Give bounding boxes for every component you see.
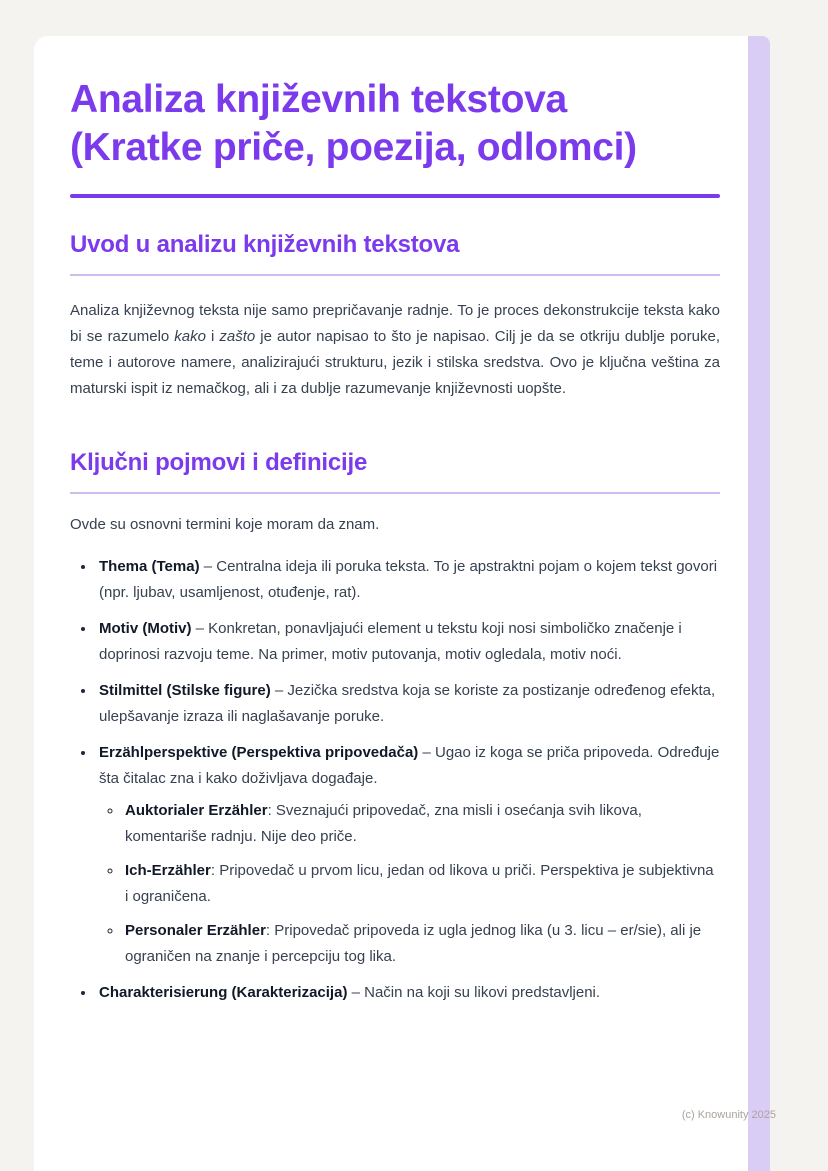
section-heading-pojmovi: Ključni pojmovi i definicije <box>70 448 720 494</box>
term-label: Erzählperspektive (Perspektiva pripovedača) <box>99 744 419 761</box>
perspective-sublist <box>99 798 720 970</box>
sub-item-personaler <box>123 918 720 970</box>
term-definition: – Konkretan, ponavljajući element u tekstu koji nosi simboličko značenje i doprinosi razvoju teme. Na primer, motiv putovanja, motiv ogledala, motiv noći. <box>99 620 682 663</box>
sub-item-ich-erzaehler <box>123 858 720 910</box>
term-label: Ich-Erzähler <box>125 862 211 879</box>
term-definition: : Pripovedač pripoveda iz ugla jednog lika (u 3. licu – er/sie), ali je ograničen na znanje i percepciju tog lika. <box>125 922 702 965</box>
document-card <box>34 36 748 1171</box>
section-pojmovi <box>70 448 720 1006</box>
term-label: Charakterisierung (Karakterizacija) <box>99 984 348 1001</box>
list-lead-paragraph: Ovde su osnovni termini koje moram da znam. <box>70 516 380 533</box>
bullet-item-thema <box>96 554 720 606</box>
section-uvod <box>70 230 720 402</box>
term-label: Stilmittel (Stilske figure) <box>99 682 271 699</box>
term-definition: – Način na koji su likovi predstavljeni. <box>347 984 601 1001</box>
paragraph-text: Analiza književnog teksta nije samo prepričavanje radnje. To je proces dekonstrukcije teksta kako bi se razumelo <box>70 302 720 345</box>
bullet-item-stilmittel <box>96 678 720 730</box>
term-label: Auktorialer Erzähler <box>125 802 268 819</box>
paragraph-text: je autor napisao to što je napisao. Cilj je da se otkriju dublje poruke, teme i autorove namere, analizirajući strukturu, jezik i stilska sredstva. Ovo je ključna veština za maturski ispit iz nemačkog, ali i za dublje razumevanje književnosti uopšte. <box>70 328 720 397</box>
italic-word-kako: kako <box>174 328 206 345</box>
terms-list <box>70 554 720 1006</box>
paragraph-text: i <box>205 328 220 345</box>
intro-paragraph <box>70 298 720 402</box>
term-label: Motiv (Motiv) <box>99 620 192 637</box>
term-label: Personaler Erzähler <box>125 922 266 939</box>
term-label: Thema (Tema) <box>99 558 200 575</box>
bullet-item-erzaehlperspektive <box>96 740 720 970</box>
section-heading-uvod: Uvod u analizu književnih tekstova <box>70 230 720 276</box>
term-definition: : Sveznajući pripovedač, zna misli i osećanja svih likova, komentariše radnju. Nije deo priče. <box>125 802 642 845</box>
bullet-item-motiv <box>96 616 720 668</box>
document-content <box>34 36 748 1006</box>
term-definition: – Ugao iz koga se priča pripoveda. Određuje šta čitalac zna i kako doživljava događaje. <box>99 744 720 787</box>
sub-item-auktorialer <box>123 798 720 850</box>
term-definition: : Pripovedač u prvom licu, jedan od likova u priči. Perspektiva je subjektivna i ograničena. <box>125 862 714 905</box>
term-definition: – Jezička sredstva koja se koriste za postizanje određenog efekta, ulepšavanje izraza ili naglašavanje poruke. <box>99 682 716 725</box>
term-definition: – Centralna ideja ili poruka teksta. To je apstraktni pojam o kojem tekst govori (npr. ljubav, usamljenost, otuđenje, rat). <box>99 558 718 601</box>
title-divider <box>70 194 720 198</box>
right-accent-bar <box>748 36 770 1171</box>
page-title: Analiza književnih tekstova (Kratke priče, poezija, odlomci) <box>70 78 637 169</box>
footer-credit: (c) Knowunity 2025 <box>681 1109 776 1121</box>
bullet-item-charakterisierung <box>96 980 720 1006</box>
italic-word-zasto: zašto <box>219 328 256 345</box>
